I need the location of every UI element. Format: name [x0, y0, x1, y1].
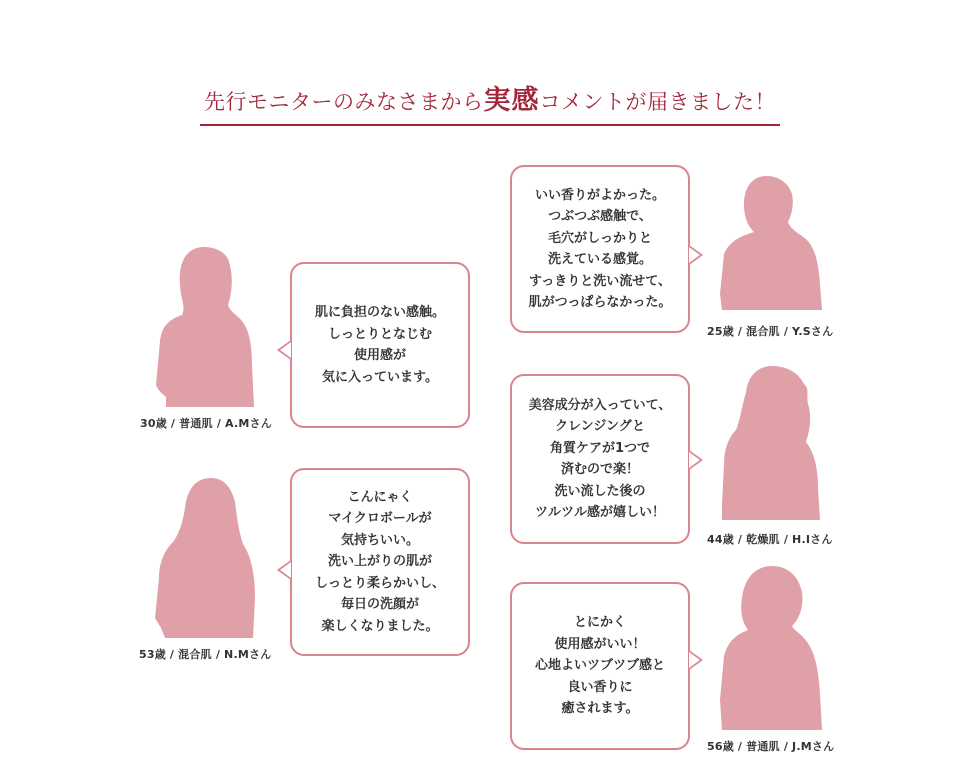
- heading-underline: [200, 78, 780, 126]
- heading-suffix: コメントが届きました！: [539, 90, 776, 114]
- woman-wavy-hair-silhouette-icon: [155, 478, 257, 638]
- caption-am: 30歳 / 普通肌 / A.Mさん: [140, 417, 272, 430]
- comment-text-am: 肌に負担のない感触。 しっとりとなじむ 使用感が 気に入っています。: [314, 305, 445, 385]
- caption-jm: 56歳 / 普通肌 / J.Mさん: [707, 740, 835, 753]
- comment-bubble-am: [290, 262, 470, 428]
- comment-bubble-jm: [510, 582, 690, 750]
- comment-bubble-ys: [510, 165, 690, 333]
- comment-bubble-hi: [510, 374, 690, 544]
- woman-bob-hair-silhouette-icon: [718, 564, 824, 730]
- caption-hi: 44歳 / 乾燥肌 / H.Iさん: [707, 533, 833, 546]
- woman-short-hair-silhouette-icon: [720, 174, 824, 310]
- caption-ys: 25歳 / 混合肌 / Y.Sさん: [707, 325, 834, 338]
- bubble-tail: [689, 245, 703, 265]
- bubble-tail: [689, 450, 703, 470]
- comment-text-hi: 美容成分が入っていて、 クレンジングと 角質ケアが1つで 済むので楽！ 洗い流した後の ツルツル感が嬉しい！: [528, 397, 672, 520]
- comment-text-nm-53: こんにゃく マイクロボールが 気持ちいい。 洗い上がりの肌が しっとり柔らかいし、 毎日の洗顔が 楽しくなりました。: [314, 489, 445, 634]
- comment-bubble-nm-53: [290, 468, 470, 656]
- comment-text-jm: とにかく 使用感がいい！ 心地よいツブツブ感と 良い香りに 癒されます。: [534, 615, 665, 717]
- comment-text-ys: いい香りがよかった。 つぶつぶ感触で、 毛穴がしっかりと 洗えている感覚。 すっきりと洗い流せて、 肌がつっぱらなかった。: [528, 187, 672, 310]
- bubble-tail: [277, 560, 291, 580]
- woman-long-hair-silhouette-icon: [156, 245, 256, 407]
- heading-prefix: 先行モニターのみなさまから: [204, 90, 484, 114]
- woman-curly-hair-silhouette-icon: [720, 364, 824, 520]
- caption-nm-53: 53歳 / 混合肌 / N.Mさん: [139, 648, 272, 661]
- section-heading: [0, 78, 980, 126]
- heading-emphasis: 実感: [483, 85, 540, 116]
- bubble-tail: [689, 650, 703, 670]
- bubble-tail: [277, 340, 291, 360]
